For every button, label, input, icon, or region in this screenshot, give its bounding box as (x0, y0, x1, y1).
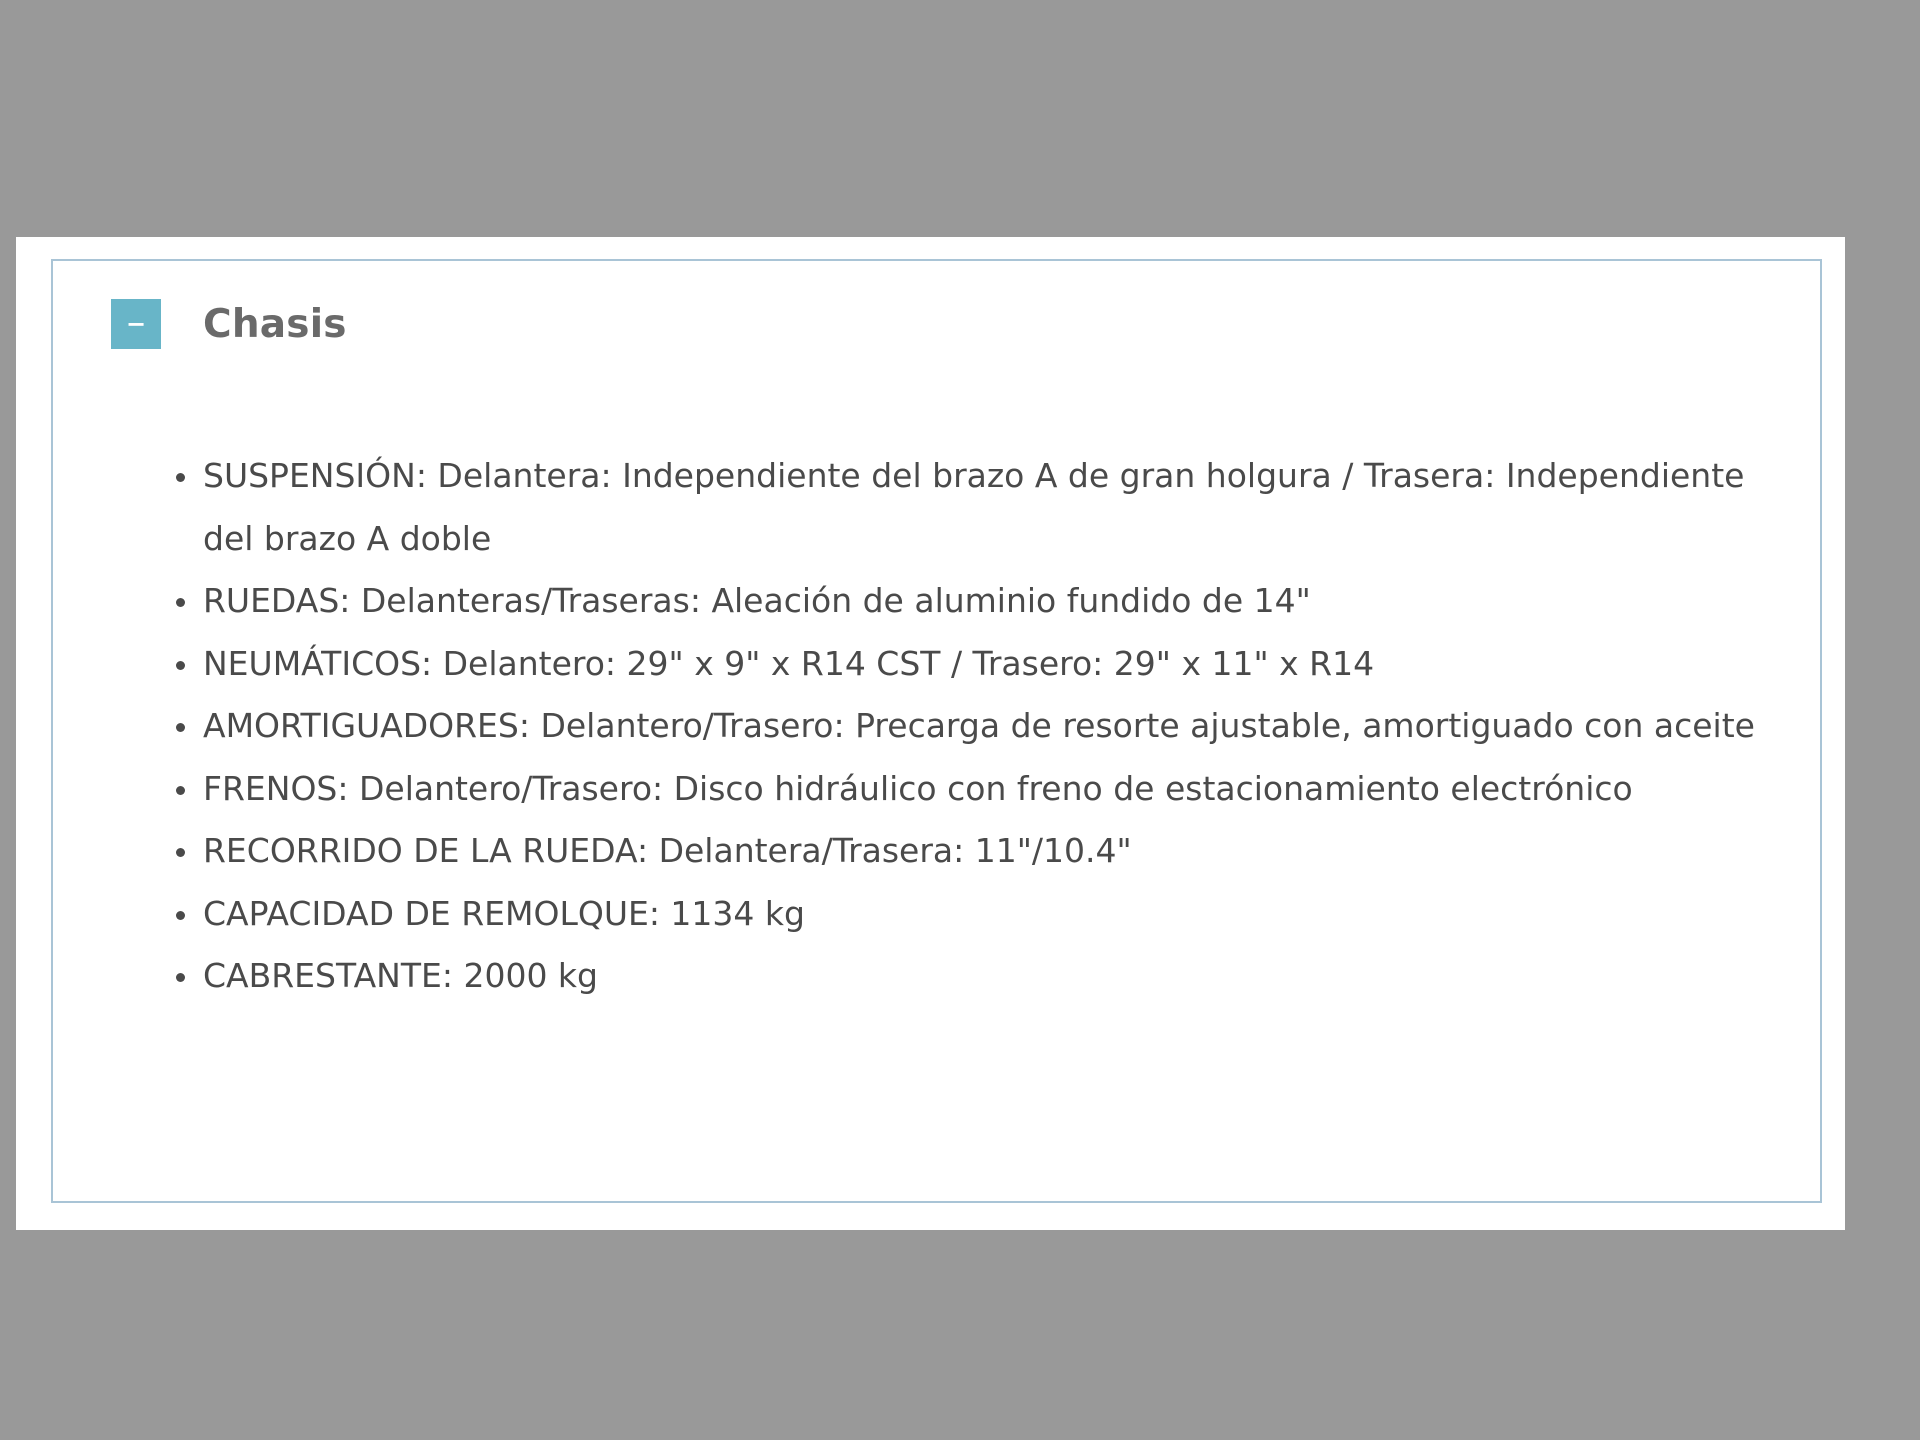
list-item: AMORTIGUADORES: Delantero/Trasero: Precarga de resorte ajustable, amortiguado con aceite (203, 695, 1783, 758)
list-item: CAPACIDAD DE REMOLQUE: 1134 kg (203, 883, 1783, 946)
list-item: CABRESTANTE: 2000 kg (203, 945, 1783, 1008)
minus-icon: − (125, 310, 147, 338)
collapse-toggle-button[interactable] (111, 299, 161, 349)
accordion-header[interactable] (111, 299, 347, 349)
list-item: RUEDAS: Delanteras/Traseras: Aleación de aluminio fundido de 14" (203, 570, 1783, 633)
list-item: RECORRIDO DE LA RUEDA: Delantera/Trasera: 11"/10.4" (203, 820, 1783, 883)
list-item: SUSPENSIÓN: Delantera: Independiente del brazo A de gran holgura / Trasera: Independiente del brazo A doble (203, 445, 1783, 570)
spec-list (203, 445, 1783, 1008)
list-item: NEUMÁTICOS: Delantero: 29" x 9" x R14 CST / Trasero: 29" x 11" x R14 (203, 633, 1783, 696)
accordion-title: Chasis (203, 301, 347, 347)
list-item: FRENOS: Delantero/Trasero: Disco hidráulico con freno de estacionamiento electrónico (203, 758, 1783, 821)
chasis-accordion (51, 259, 1822, 1203)
content-panel (16, 237, 1845, 1230)
